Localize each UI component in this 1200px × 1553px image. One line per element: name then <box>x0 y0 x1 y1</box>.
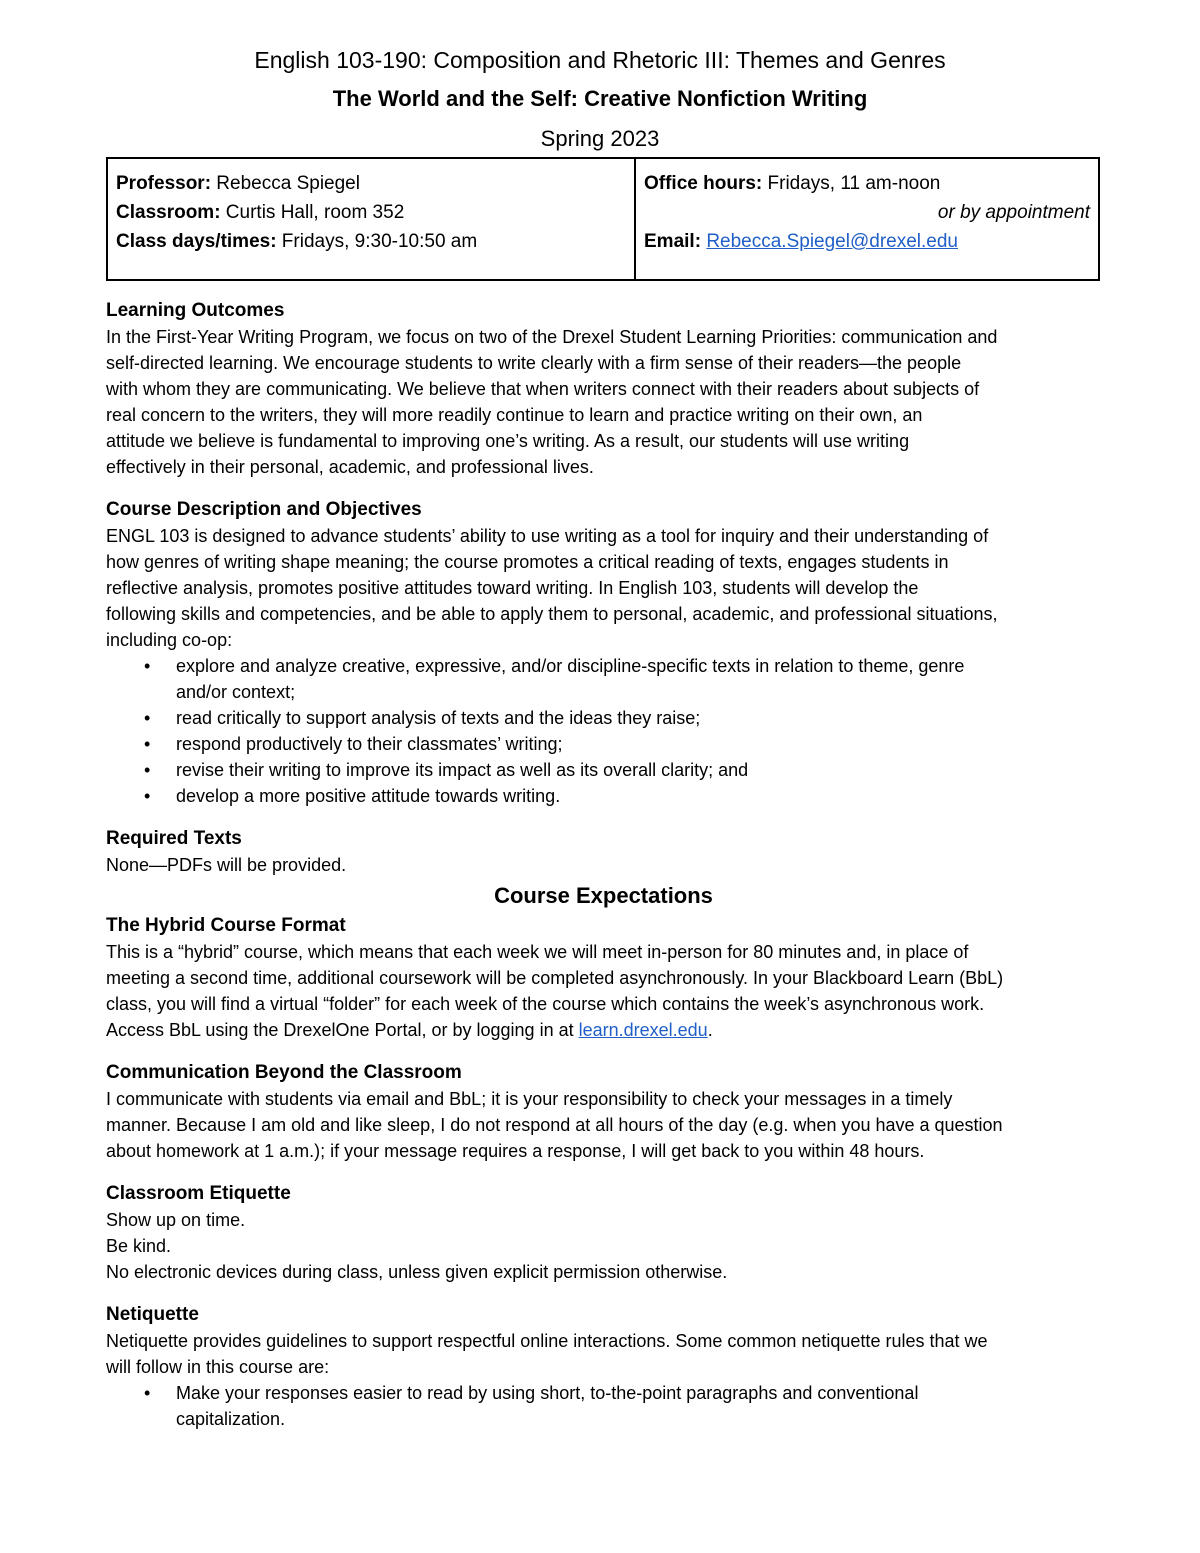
list-item <box>106 757 1101 783</box>
netiquette-text <box>106 1328 1101 1380</box>
bullet-icon: • <box>144 1383 151 1403</box>
access-text: Access BbL using the DrexelOne Portal, or by logging in at <box>106 1020 579 1040</box>
office-hours-label: Office hours: <box>644 173 763 194</box>
communication-heading: Communication Beyond the Classroom <box>106 1062 462 1083</box>
text-line: manner. Because I am old and like sleep, I do not respond at all hours of the day (e.g. when you have a question <box>106 1115 1003 1135</box>
professor-label: Professor: <box>116 173 212 194</box>
text-line: This is a “hybrid” course, which means that each week we will meet in-person for 80 minutes and, in place of <box>106 942 969 962</box>
class-days-line <box>116 227 626 256</box>
course-term: Spring 2023 <box>540 126 660 151</box>
text-line: following skills and competencies, and be able to apply them to personal, academic, and professional situations, <box>106 604 998 624</box>
text-line: No electronic devices during class, unless given explicit permission otherwise. <box>106 1262 728 1282</box>
text-line: Make your responses easier to read by using short, to-the-point paragraphs and conventional <box>176 1383 919 1403</box>
required-texts-text: None—PDFs will be provided. <box>106 855 347 875</box>
bbl-link[interactable]: learn.drexel.edu <box>578 1020 708 1040</box>
professor-value: Rebecca Spiegel <box>211 173 360 194</box>
text-line: class, you will find a virtual “folder” for each week of the course which contains the week’s asynchronous work. <box>106 994 985 1014</box>
netiquette-list <box>106 1380 1101 1432</box>
text-line: ENGL 103 is designed to advance students’ ability to use writing as a tool for inquiry and their understanding of <box>106 526 989 546</box>
text-line <box>106 1017 1101 1043</box>
syllabus-content <box>106 297 1101 1432</box>
professor-line <box>116 169 626 198</box>
text-line: including co-op: <box>106 630 233 650</box>
text-line: will follow in this course are: <box>106 1357 330 1377</box>
learning-outcomes-text <box>106 324 1101 480</box>
text-line: explore and analyze creative, expressive, and/or discipline-specific texts in relation to theme, genre <box>176 656 965 676</box>
email-link[interactable]: Rebecca.Spiegel@drexel.edu <box>706 231 958 252</box>
course-description-heading: Course Description and Objectives <box>106 499 422 520</box>
list-item <box>106 1380 1101 1432</box>
text-line: Netiquette provides guidelines to support respectful online interactions. Some common netiquette rules that we <box>106 1331 988 1351</box>
text-line: effectively in their personal, academic, and professional lives. <box>106 457 594 477</box>
bullet-icon: • <box>144 786 151 806</box>
bullet-icon: • <box>144 656 151 676</box>
text-line: self-directed learning. We encourage students to write clearly with a firm sense of their readers—the people <box>106 353 962 373</box>
bullet-icon: • <box>144 760 151 780</box>
learning-outcomes-heading: Learning Outcomes <box>106 300 285 321</box>
text-line: and/or context; <box>176 682 296 702</box>
classroom-etiquette-text <box>106 1207 1101 1285</box>
classroom-etiquette-heading: Classroom Etiquette <box>106 1183 291 1204</box>
text-line: how genres of writing shape meaning; the course promotes a critical reading of texts, engages students in <box>106 552 949 572</box>
text-line: develop a more positive attitude towards writing. <box>176 786 561 806</box>
classroom-value: Curtis Hall, room 352 <box>220 202 405 223</box>
text-line: read critically to support analysis of texts and the ideas they raise; <box>176 708 701 728</box>
communication-text <box>106 1086 1101 1164</box>
class-days-value: Fridays, 9:30-10:50 am <box>276 231 478 252</box>
objectives-list <box>106 653 1101 809</box>
course-info-right <box>636 159 1098 279</box>
text-line: with whom they are communicating. We believe that when writers connect with their readers about subjects of <box>106 379 980 399</box>
list-item <box>106 705 1101 731</box>
text-line: capitalization. <box>176 1409 286 1429</box>
course-info-left <box>108 159 636 279</box>
class-days-label: Class days/times: <box>116 231 277 252</box>
list-item <box>106 731 1101 757</box>
bullet-icon: • <box>144 734 151 754</box>
office-hours-value: Fridays, 11 am-noon <box>762 173 941 194</box>
bullet-icon: • <box>144 708 151 728</box>
course-expectations-heading: Course Expectations <box>494 883 713 908</box>
text-line: respond productively to their classmates’ writing; <box>176 734 563 754</box>
required-texts-heading: Required Texts <box>106 828 242 849</box>
text-line: reflective analysis, promotes positive attitudes toward writing. In English 103, students will develop the <box>106 578 919 598</box>
email-line <box>644 227 1090 256</box>
text-line: real concern to the writers, they will more readily continue to learn and practice writing on their own, an <box>106 405 923 425</box>
classroom-line <box>116 198 626 227</box>
netiquette-heading: Netiquette <box>106 1304 199 1325</box>
text-line: about homework at 1 a.m.); if your message requires a response, I will get back to you within 48 hours. <box>106 1141 925 1161</box>
text-line: Be kind. <box>106 1236 172 1256</box>
course-description-text <box>106 523 1101 653</box>
course-title: English 103-190: Composition and Rhetoric III: Themes and Genres <box>254 47 946 73</box>
list-item <box>106 653 1101 705</box>
appointment-note: or by appointment <box>937 202 1090 223</box>
text-line: In the First-Year Writing Program, we focus on two of the Drexel Student Learning Priorities: communication and <box>106 327 998 347</box>
text-line: I communicate with students via email and BbL; it is your responsibility to check your messages in a timely <box>106 1089 953 1109</box>
text-line: Show up on time. <box>106 1210 246 1230</box>
hybrid-format-text <box>106 939 1101 1043</box>
list-item <box>106 783 1101 809</box>
course-subtitle: The World and the Self: Creative Nonfiction Writing <box>332 86 868 111</box>
period-text: . <box>707 1020 713 1040</box>
text-line: revise their writing to improve its impact as well as its overall clarity; and <box>176 760 749 780</box>
course-info-table <box>106 157 1100 281</box>
hybrid-format-heading: The Hybrid Course Format <box>106 915 346 936</box>
classroom-label: Classroom: <box>116 202 221 223</box>
text-line: attitude we believe is fundamental to improving one’s writing. As a result, our students will use writing <box>106 431 910 451</box>
text-line: meeting a second time, additional coursework will be completed asynchronously. In your Blackboard Learn (BbL) <box>106 968 1004 988</box>
email-label: Email: <box>644 231 702 252</box>
office-hours-line <box>644 169 1090 198</box>
